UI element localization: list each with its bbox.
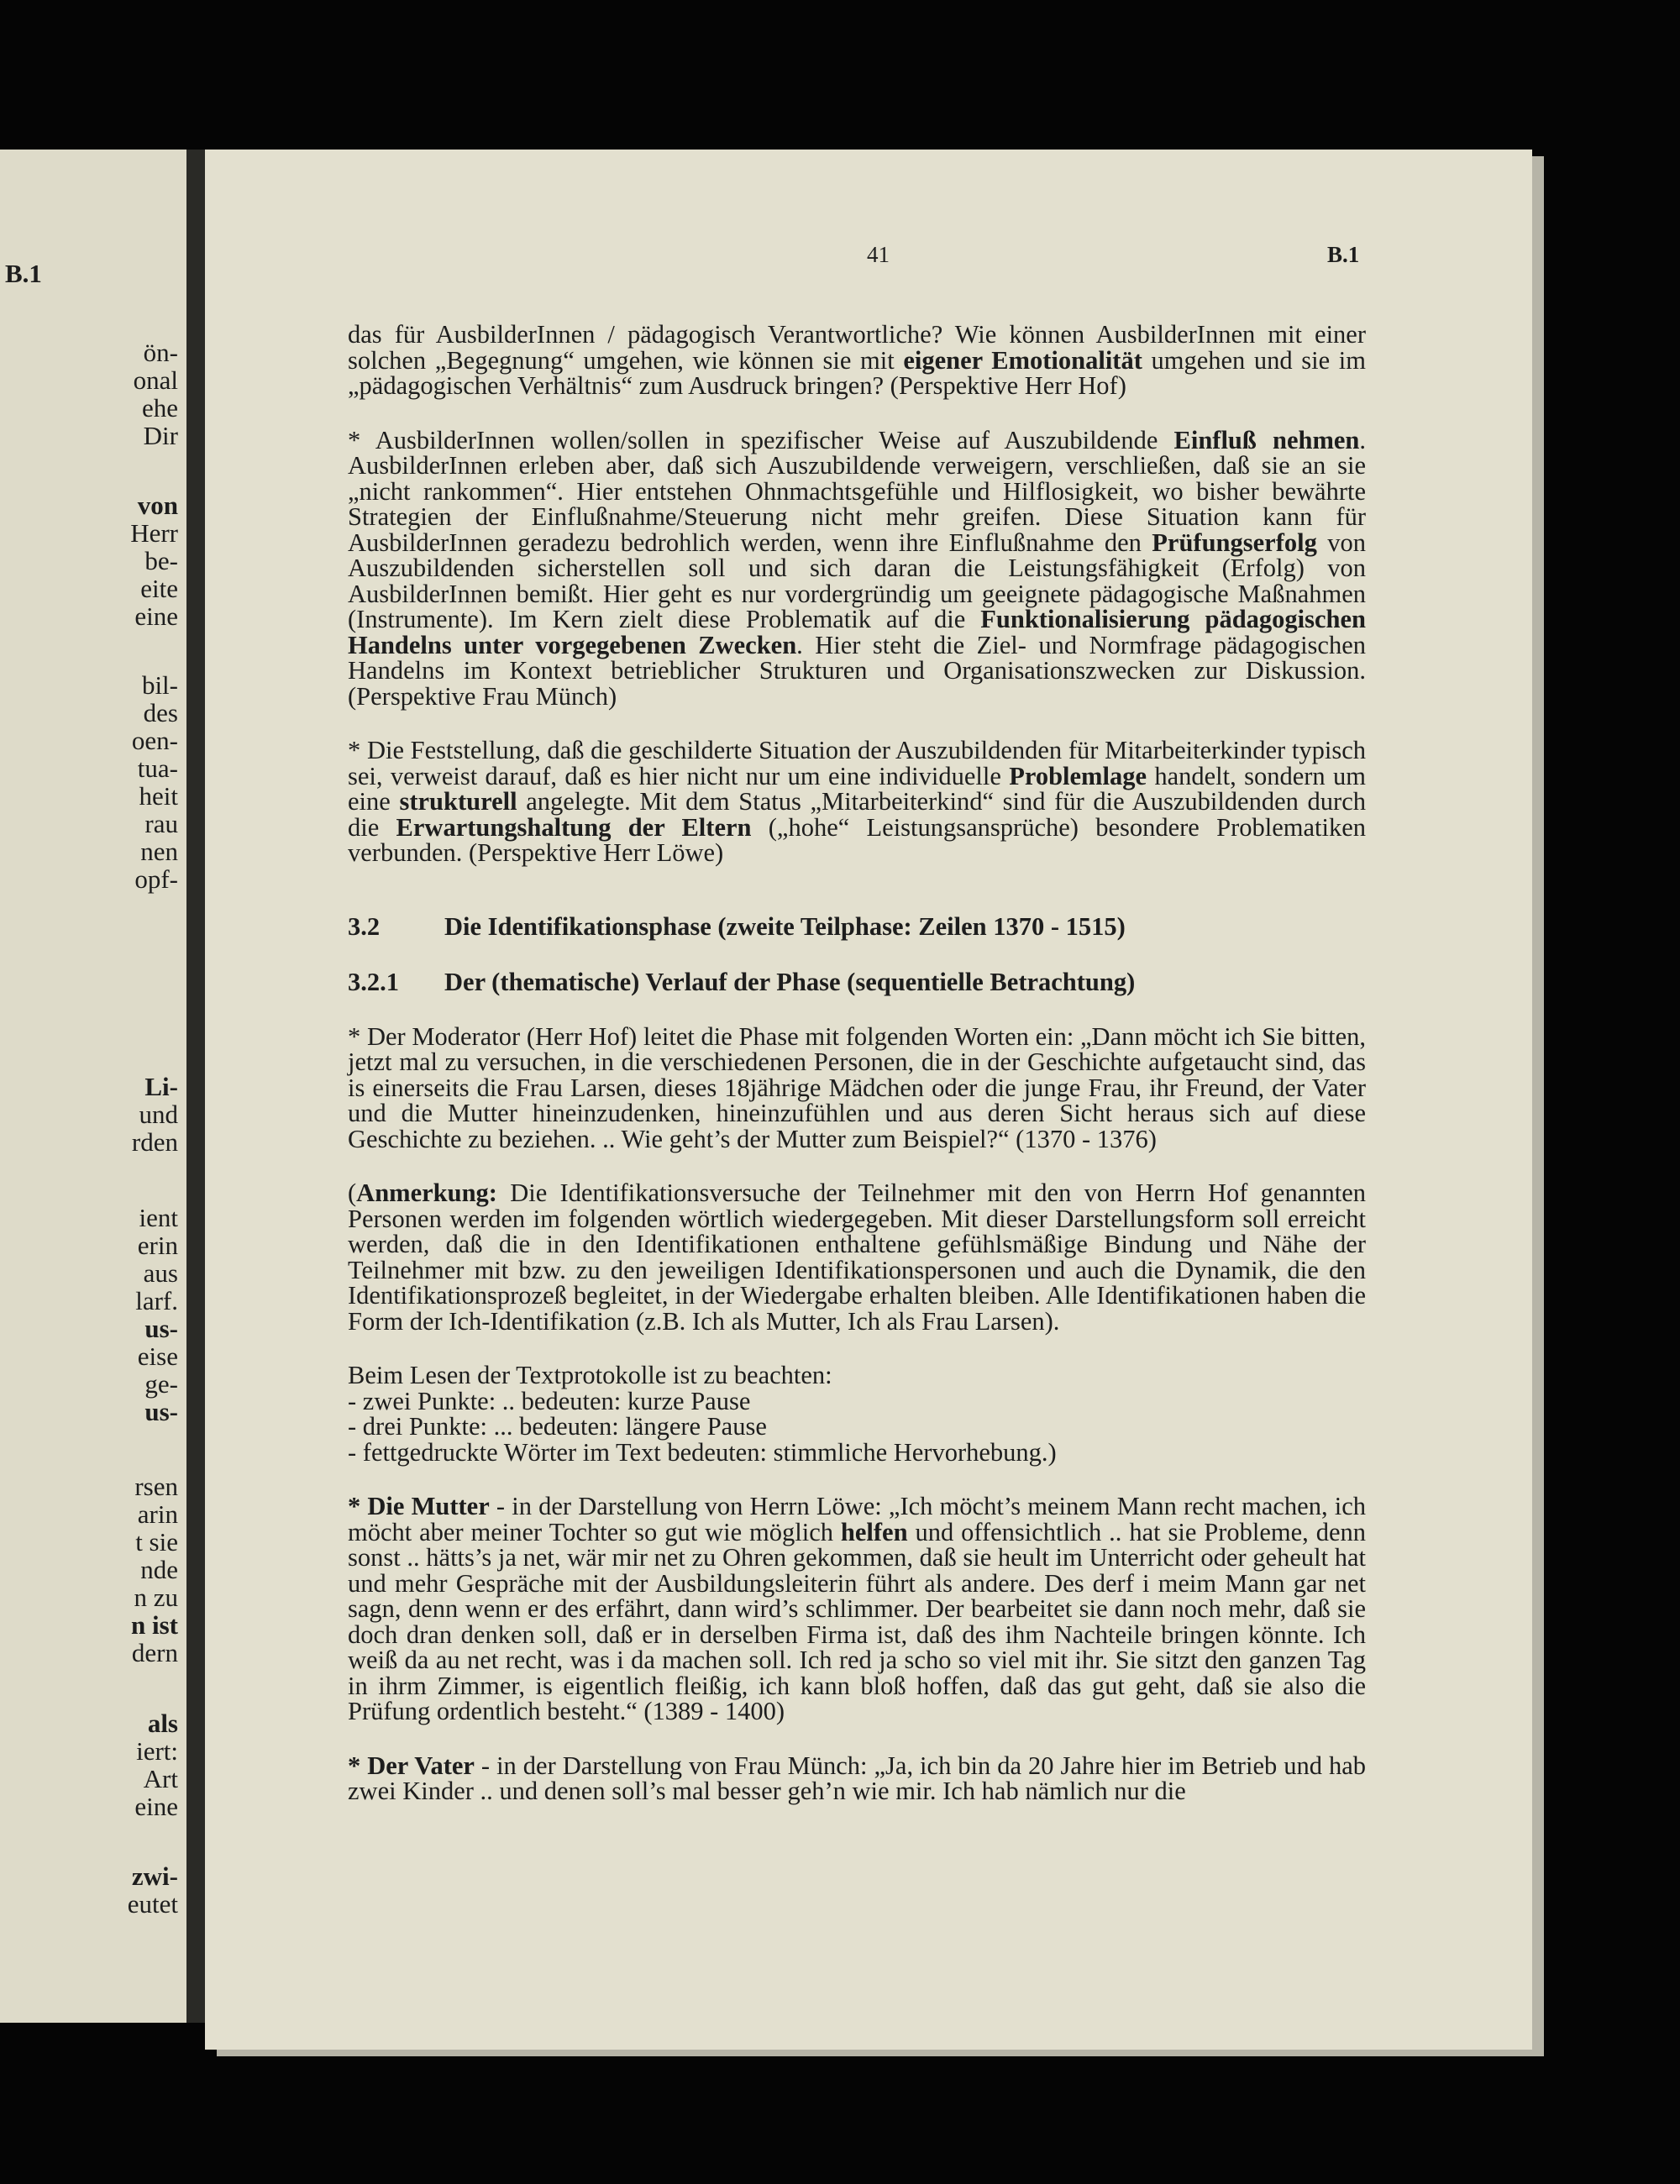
- left-page-text-fragment: opf-: [134, 864, 178, 894]
- left-page-text-fragment: larf.: [135, 1286, 178, 1315]
- left-page-text-fragment: ient: [139, 1203, 178, 1232]
- left-page-text-fragment: eine: [134, 601, 178, 631]
- left-page-text-fragment: ehe: [141, 393, 178, 423]
- left-page-text-fragment: n ist: [131, 1610, 178, 1640]
- section-reference: B.1: [1327, 242, 1360, 267]
- left-page-text-fragment: als: [147, 1709, 178, 1738]
- left-page-text-fragment: aus: [143, 1258, 178, 1288]
- book-gutter: [186, 150, 205, 2023]
- left-page-text-fragment: us-: [144, 1314, 178, 1343]
- left-page-text-fragment: rden: [131, 1127, 178, 1157]
- paragraph-father: * Der Vater - in der Darstellung von Frau Münch: „Ja, ich bin da 20 Jahre hier im Betrieb und hab zwei Kinder .. und denen soll’s mal besser geh’n wie mir. Ich hab nämlich nur die: [348, 1751, 1366, 1805]
- paragraph-perspective-muench: * AusbilderInnen wollen/sollen in spezifischer Weise auf Auszubildende Einfluß nehmen. AusbilderInnen erleben aber, daß sich Auszubildende verweigern, verschließen, daß sie an sie „nicht rankommen“. Hier entstehen Ohnmachtsgefühle und Hilflosigkeit, wo bisher bewährte Strategien der Einflußnahme/Steuerung nicht mehr greifen. Diese Situation kann für AusbilderInnen geradezu bedrohlich werden, wenn ihre Einflußnahme den Prüfungserfolg von Auszubildenden sicherstellen soll und sich daran die Leistungsfähigkeit (Erfolg) von AusbilderInnen bemißt. Hier geht es nur vordergründig um geeignete pädagogische Maßnahmen (Instrumente). Im Kern zielt diese Problematik auf die Funktionalisierung pädagogischen Handelns unter vorgegebenen Zwecken. Hier steht die Ziel- und Normfrage pädagogischen Handelns im Kontext betrieblicher Strukturen und Organisationszwecken zur Diskussion. (Perspektive Frau Münch): [348, 425, 1366, 711]
- book-page: [205, 150, 1532, 2050]
- left-page-text-fragment: heit: [139, 781, 178, 811]
- left-page-text-fragment: nen: [140, 837, 178, 866]
- left-page-text-fragment: n zu: [134, 1583, 178, 1612]
- paragraph-perspective-loewe: * Die Feststellung, daß die geschilderte Situation der Auszubildenden für Mitarbeiterkinder typisch sei, verweist darauf, daß es hier nicht nur um eine individuelle Problemlage handelt, sondern um eine strukturell angelegte. Mit dem Status „Mitarbeiterkind“ sind für die Auszubildenden durch die Erwartungshaltung der Eltern („hohe“ Leistungsansprüche) besondere Problematiken verbunden. (Perspektive Herr Löwe): [348, 736, 1366, 867]
- section-heading-3-2-1: 3.2.1 Der (thematische) Verlauf der Phase (sequentielle Betrachtung): [348, 967, 1136, 996]
- left-page-text-fragment: nde: [140, 1555, 178, 1584]
- left-page-text-fragment: Dir: [143, 421, 178, 450]
- left-page-fragment: [0, 150, 189, 2023]
- left-page-text-fragment: Li-: [144, 1072, 178, 1101]
- left-page-text-fragment: des: [143, 698, 178, 727]
- left-page-text-fragment: eite: [140, 574, 178, 603]
- left-page-text-fragment: eutet: [127, 1889, 178, 1919]
- left-page-text-fragment: be-: [144, 546, 178, 575]
- paragraph-annotation: (Anmerkung: Die Identifikationsversuche der Teilnehmer mit den von Herrn Hof genannten Personen werden im folgenden wörtlich wiedergegeben. Mit dieser Darstellungsform soll erreicht werden, daß die in den Identifikationen enthaltene gefühlsmäßige Bindung und Nähe der Teilnehmer mit bzw. zu den jeweiligen Identifikationspersonen und auch die Dynamik, die den Identifikationsprozeß begleitet, in der Wiedergabe erhalten bleiben. Alle Identifikationen haben die Form der Ich-Identifikation (z.B. Ich als Mutter, Ich als Frau Larsen).: [348, 1179, 1366, 1336]
- left-page-text-fragment: zwi-: [131, 1861, 178, 1891]
- left-page-text-fragment: eine: [134, 1792, 178, 1821]
- left-page-header: B.1: [5, 259, 42, 288]
- left-page-text-fragment: und: [139, 1100, 178, 1129]
- section-heading-3-2: 3.2 Die Identifikationsphase (zweite Teilphase: Zeilen 1370 - 1515): [348, 911, 1126, 941]
- page-number: 41: [867, 242, 890, 267]
- left-page-text-fragment: eise: [137, 1341, 178, 1371]
- left-page-text-fragment: iert:: [136, 1736, 178, 1766]
- reading-notes: Beim Lesen der Textprotokolle ist zu beachten: - zwei Punkte: .. bedeuten: kurze Pause - drei Punkte: ... bedeuten: längere Pause - fettgedruckte Wörter im Text bedeuten: stimmliche Hervorhebung.): [348, 1361, 1057, 1467]
- page-content: [348, 322, 1366, 1804]
- left-page-text-fragment: onal: [133, 365, 178, 395]
- left-page-text-fragment: ön-: [143, 338, 178, 367]
- left-page-text-fragment: von: [137, 491, 178, 520]
- left-page-text-fragment: dern: [131, 1638, 178, 1667]
- left-page-text-fragment: tua-: [137, 753, 178, 783]
- left-page-text-fragment: us-: [144, 1397, 178, 1426]
- paragraph-intro: das für AusbilderInnen / pädagogisch Verantwortliche? Wie können AusbilderInnen mit einer solchen „Begegnung“ umgehen, wie können sie mit eigener Emotionalität umgehen und sie im „pädagogischen Verhältnis“ zum Ausdruck bringen? (Perspektive Herr Hof): [348, 320, 1366, 400]
- paragraph-moderator: * Der Moderator (Herr Hof) leitet die Phase mit folgenden Worten ein: „Dann möcht ich Sie bitten, jetzt mal zu versuchen, in die verschiedenen Personen, die in der Geschichte aufgetaucht sind, das is einerseits die Frau Larsen, dieses 18jährige Mädchen oder die junge Frau, ihr Freund, der Vater und die Mutter hineinzudenken, hineinzufühlen und aus deren Sicht heraus sich auf diese Geschichte zu beziehen. .. Wie geht’s der Mutter zum Beispiel?“ (1370 - 1376): [348, 1021, 1366, 1153]
- left-page-text-fragment: rsen: [134, 1472, 178, 1501]
- left-page-text-fragment: ge-: [144, 1369, 178, 1399]
- left-page-text-fragment: Art: [143, 1764, 178, 1793]
- left-page-text-fragment: t sie: [135, 1527, 178, 1557]
- left-page-text-fragment: erin: [137, 1231, 178, 1260]
- left-page-text-fragment: Herr: [130, 518, 178, 548]
- left-page-text-fragment: bil-: [141, 670, 178, 700]
- left-page-text-fragment: arin: [137, 1499, 178, 1529]
- paragraph-mother: * Die Mutter - in der Darstellung von Herrn Löwe: „Ich möcht’s meinem Mann recht machen, ich möcht aber meiner Tochter so gut wie möglich helfen und offensichtlich .. hat sie Probleme, denn sonst .. hätts’s ja net, wär mir net zu Ohren gekommen, daß sie heult im Unterricht oder geheult hat und mehr Gespräche mit der Ausbildungsleiterin führt als andere. Des derf i meim Mann gar net sagn, denn wenn er des erfährt, dann wird’s schlimmer. Der bearbeitet sie dann noch mehr, daß sie doch dran denken soll, daß er in derselben Firma ist, daß des ihm Nachteile bringen könnte. Ich weiß da au net recht, was i da machen soll. Ich red ja scho so viel mit ihr. Sie sitzt den ganzen Tag in ihrm Zimmer, is eigentlich fleißig, ich kann bloß hoffen, daß das gut geht, daß sie also die Prüfung ordentlich besteht.“ (1389 - 1400): [348, 1492, 1367, 1725]
- left-page-text-fragment: rau: [144, 809, 178, 838]
- left-page-text-fragment: oen-: [131, 726, 178, 755]
